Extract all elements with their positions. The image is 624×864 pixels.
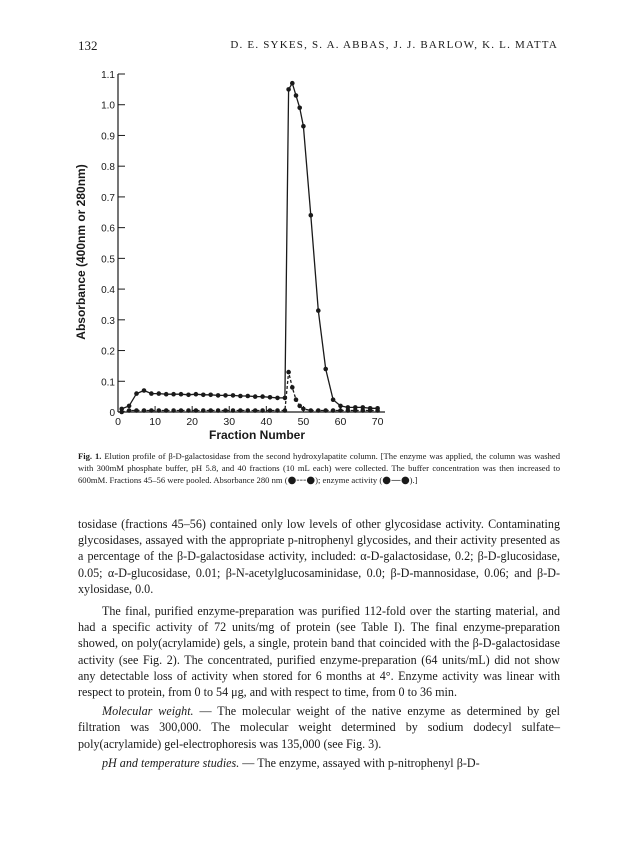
x-axis-label: Fraction Number	[208, 428, 306, 442]
absorbance-point	[323, 408, 328, 413]
absorbance-point	[157, 408, 162, 413]
caption-label: Fig. 1.	[78, 451, 102, 461]
absorbance-point	[208, 408, 213, 413]
paragraph	[78, 703, 560, 752]
activity-point	[368, 406, 373, 411]
absorbance-point	[331, 408, 336, 413]
paragraph-text: — The molecular weight of the native enzyme as determined by gel filtration was 300,000. The molecular weight determined by sodium dodecyl sulfate–poly(acrylamide) gel-electrophoresis was 135,000 (see Fig. 3).	[78, 704, 560, 751]
activity-point	[179, 392, 184, 397]
absorbance-point	[134, 408, 139, 413]
absorbance-point	[268, 408, 273, 413]
y-axis-label: Absorbance (400nm or 280nm)	[74, 164, 88, 340]
absorbance-point	[127, 408, 132, 413]
activity-point	[194, 392, 199, 397]
page-number: 132	[78, 38, 98, 53]
absorbance-point	[275, 408, 280, 413]
absorbance-point	[309, 408, 314, 413]
activity-point	[286, 87, 291, 92]
chart-axes	[101, 70, 385, 428]
activity-point	[346, 405, 351, 410]
y-tick-label: 1.0	[101, 100, 115, 112]
activity-point	[309, 213, 314, 218]
activity-point	[171, 392, 176, 397]
x-tick-label: 0	[115, 416, 121, 428]
absorbance-point	[164, 408, 169, 413]
x-tick-label: 20	[186, 416, 199, 428]
activity-point	[208, 393, 213, 398]
activity-point	[238, 394, 243, 399]
chart-series	[119, 81, 380, 414]
absorbance-point	[231, 408, 236, 413]
activity-series-line	[122, 83, 378, 409]
body-text	[78, 516, 560, 771]
activity-point	[361, 405, 366, 410]
y-tick-label: 0.2	[101, 346, 115, 358]
paragraph-text: — The enzyme, assayed with p-nitrophenyl β-D-	[239, 755, 480, 770]
absorbance-point	[171, 408, 176, 413]
activity-point	[142, 388, 147, 393]
paragraph: The final, purified enzyme-preparation was purified 112-fold over the starting material, and had a specific activity of 72 units/mg of protein (see Table I). The final enzyme-preparation showed, on poly(acrylamide) gels, a single, protein band that coincided with the β-D-galactosidase activity (see Fig. 2). The concentrated, purified enzyme-preparation (64 units/mL) did not show any detectable loss of activity when stored for 6 months at 4°. Enzyme activity was linear with respect to protein, from 0 to 54 μg, and with respect to time, from 0 to 36 min.	[78, 604, 560, 700]
activity-point	[253, 394, 258, 399]
activity-point	[331, 397, 336, 402]
activity-point	[268, 395, 273, 400]
x-tick-label: 50	[297, 416, 310, 428]
absorbance-point	[260, 408, 265, 413]
absorbance-point	[149, 408, 154, 413]
y-tick-label: 0	[109, 408, 115, 419]
absorbance-point	[283, 408, 288, 413]
caption-text-4: ).]	[409, 475, 418, 485]
caption-text-2: β-D-galactosidase from the second hydroxylapatite column. [The enzyme was applied, the column was washed with 300mM phosphate buffer, pH 5.8, and 40 fractions (10 mL each) were collected. The buffer concentration was then increased to 600mM. Fractions 45–56 were pooled. Absorbance 280 nm (	[78, 451, 560, 485]
activity-point	[164, 392, 169, 397]
activity-point	[119, 407, 124, 412]
y-tick-label: 0.6	[101, 223, 115, 235]
activity-point	[201, 393, 206, 398]
absorbance-point	[294, 397, 299, 402]
section-heading: Molecular weight.	[102, 704, 194, 719]
absorbance-point	[301, 407, 306, 412]
activity-point	[260, 394, 265, 399]
running-head: D. E. SYKES, S. A. ABBAS, J. J. BARLOW, K. L. MATTA	[230, 39, 558, 51]
x-tick-label: 40	[260, 416, 273, 428]
page-header	[78, 38, 558, 54]
y-tick-label: 0.7	[101, 192, 115, 204]
absorbance-point	[290, 385, 295, 390]
absorbance-point	[246, 408, 251, 413]
activity-point	[149, 391, 154, 396]
activity-point	[338, 404, 343, 409]
paragraph: tosidase (fractions 45–56) contained only low levels of other glycosidase activity. Contaminating glycosidases, assayed with the appropriate p-nitrophenyl glycosides, and their activity presented as a percentage of the β-D-galactosidase activity, included: α-D-galactosidase, 0.2; β-D-glucosidase, 0.05; α-D-glucosidase, 0.01; β-N-acetylglucosaminidase, 0.0; β-D-mannosidase, 0.06; and β-D-xylosidase, 0.0.	[78, 517, 560, 596]
absorbance-point	[238, 408, 243, 413]
activity-point	[246, 394, 251, 399]
absorbance-point	[253, 408, 258, 413]
activity-point	[353, 405, 358, 410]
absorbance-point	[297, 404, 302, 409]
x-tick-label: 60	[334, 416, 347, 428]
absorbance-point	[201, 408, 206, 413]
activity-point	[290, 81, 295, 86]
activity-point	[127, 404, 132, 409]
activity-point	[186, 393, 191, 398]
y-tick-label: 1.1	[101, 70, 115, 81]
activity-point	[283, 396, 288, 401]
activity-point	[297, 106, 302, 111]
absorbance-point	[186, 408, 191, 413]
activity-point	[231, 393, 236, 398]
dashed-legend-symbol: ●---●	[287, 475, 316, 486]
figure-caption	[78, 450, 560, 487]
y-tick-label: 0.5	[101, 254, 115, 266]
y-tick-label: 0.1	[101, 377, 115, 389]
activity-point	[216, 393, 221, 398]
absorbance-point	[216, 408, 221, 413]
x-tick-label: 10	[149, 416, 161, 428]
x-tick-label: 70	[371, 416, 384, 428]
absorbance-point	[179, 408, 184, 413]
activity-point	[134, 391, 139, 396]
absorbance-point	[316, 408, 321, 413]
activity-point	[294, 93, 299, 98]
absorbance-point	[286, 370, 291, 375]
activity-point	[223, 393, 228, 398]
activity-point	[301, 124, 306, 129]
activity-point	[157, 391, 162, 396]
caption-text-3: ); enzyme activity (	[315, 475, 383, 485]
absorbance-point	[338, 408, 343, 413]
solid-legend-symbol: ●—●	[382, 475, 410, 486]
y-tick-label: 0.4	[101, 285, 115, 297]
activity-point	[275, 396, 280, 401]
caption-text-1: Elution profile of	[104, 451, 169, 461]
absorbance-point	[223, 408, 228, 413]
absorbance-point	[194, 408, 199, 413]
activity-point	[375, 406, 380, 411]
elution-profile-chart	[70, 62, 400, 447]
y-tick-label: 0.9	[101, 131, 115, 143]
y-tick-label: 0.8	[101, 162, 115, 174]
absorbance-point	[142, 408, 147, 413]
x-tick-label: 30	[223, 416, 236, 428]
activity-point	[323, 367, 328, 372]
y-tick-label: 0.3	[101, 315, 115, 327]
activity-point	[316, 308, 321, 313]
section-heading: pH and temperature studies.	[102, 755, 240, 770]
paragraph	[78, 755, 560, 771]
